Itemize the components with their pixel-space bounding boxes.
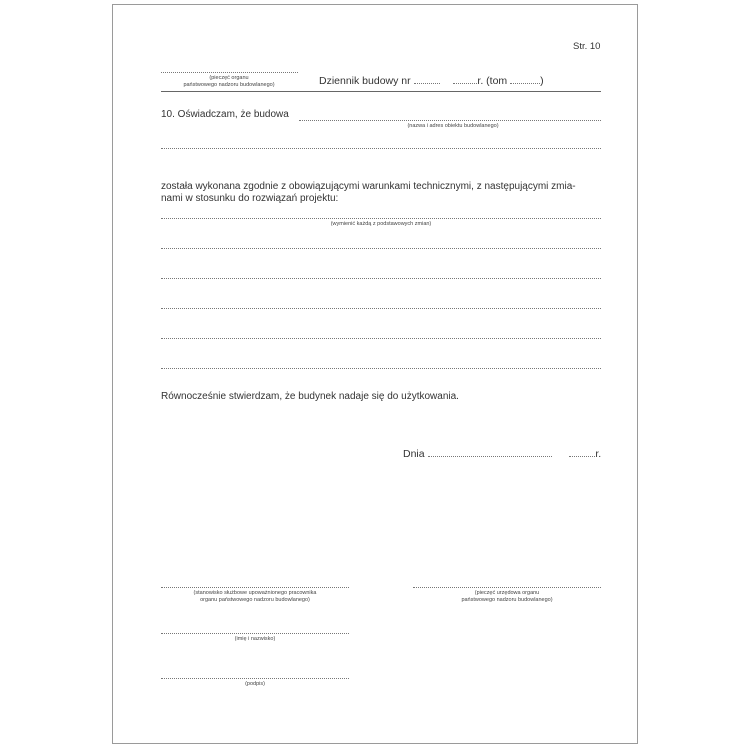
compliance-text: została wykonana zgodnie z obowiązującymi warunkami technicznymi, z następującymi zmia- nami w stosunku do rozwiązań projektu: (161, 181, 576, 204)
changes-line-6[interactable] (161, 368, 601, 369)
object-caption: (nazwa i adres obiektu budowlanego) (407, 123, 499, 129)
changes-line-2[interactable] (161, 248, 601, 249)
journal-number-field[interactable] (414, 83, 440, 84)
official-stamp-caption: (pieczęć urzędowa organu państwowego nadzoru budowlanego) (461, 590, 553, 603)
journal-close: ) (540, 75, 544, 87)
signature-line[interactable] (161, 678, 349, 679)
position-caption: (stanowisko służbowe upoważnionego pracownika organu państwowego nadzoru budowlanego) (193, 590, 317, 603)
date-row (403, 448, 601, 460)
date-day-field[interactable] (428, 456, 552, 457)
journal-r-label: r. (tom (477, 75, 508, 87)
changes-line-1[interactable] (161, 218, 601, 219)
name-caption: (imię i nazwisko) (234, 636, 276, 642)
header-rule (161, 91, 601, 92)
journal-year-field[interactable] (453, 83, 477, 84)
fitness-statement: Równocześnie stwierdzam, że budynek nadaje się do użytkowania. (161, 391, 459, 402)
stamp-line[interactable] (161, 72, 298, 73)
stamp-caption: (pieczęć organu państwowego nadzoru budowlanego) (183, 75, 275, 88)
object-name-line-2[interactable] (161, 148, 601, 149)
official-stamp-line[interactable] (413, 587, 601, 588)
name-line[interactable] (161, 633, 349, 634)
object-name-line[interactable] (299, 120, 601, 121)
page-number: Str. 10 (573, 41, 601, 52)
signature-caption: (podpis) (245, 681, 265, 687)
date-label: Dnia (403, 448, 425, 460)
journal-header (319, 75, 544, 87)
document-page (112, 4, 638, 744)
date-year-field[interactable] (569, 456, 595, 457)
changes-line-5[interactable] (161, 338, 601, 339)
date-suffix: r. (595, 448, 602, 460)
changes-line-3[interactable] (161, 278, 601, 279)
journal-label: Dziennik budowy nr (319, 75, 411, 87)
position-line[interactable] (161, 587, 349, 588)
changes-caption: (wymienić każdą z podstawowych zmian) (330, 221, 432, 227)
declaration-intro: 10. Oświadczam, że budowa (161, 109, 289, 120)
journal-volume-field[interactable] (510, 83, 540, 84)
changes-line-4[interactable] (161, 308, 601, 309)
